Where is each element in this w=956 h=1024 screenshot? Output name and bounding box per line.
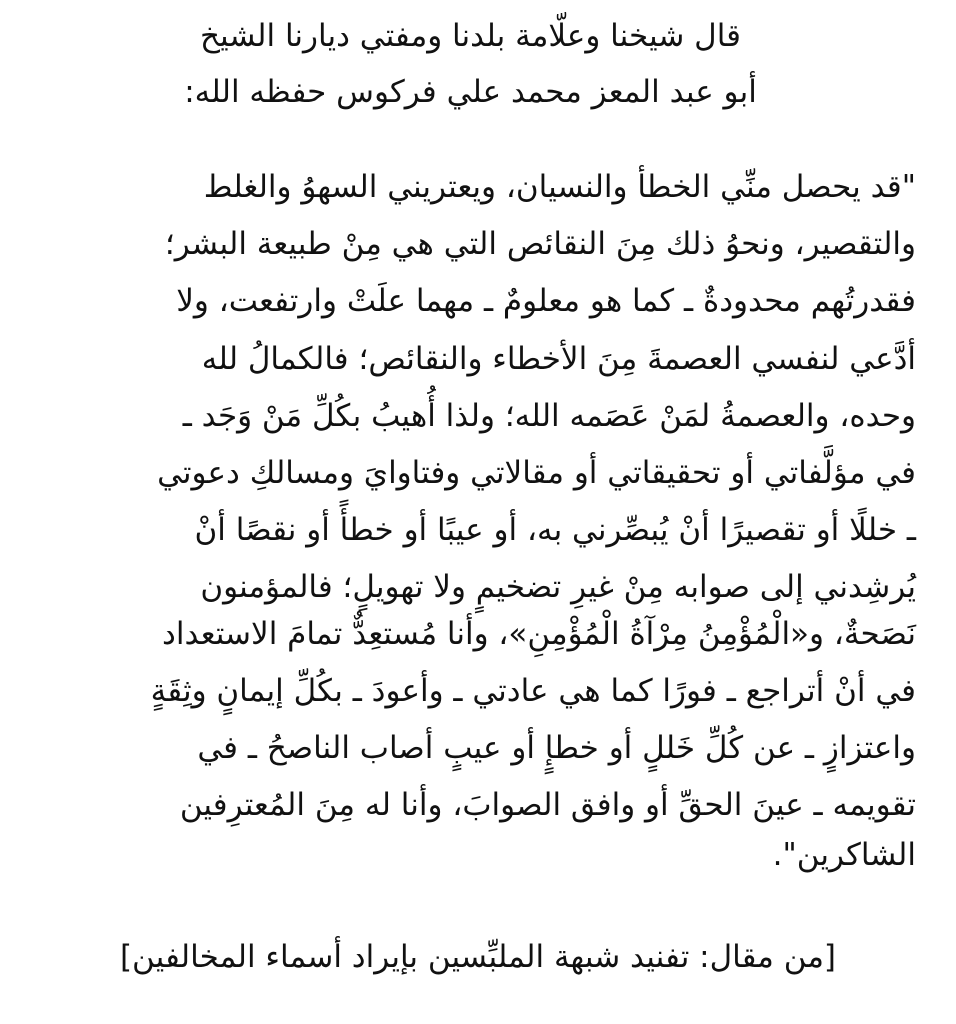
quote-line: في أنْ أتراجع ـ فورًا كما هي عادتي ـ وأعودَ ـ بكُلِّ إيمانٍ وثِقَةٍ: [150, 673, 916, 709]
quote-line: ـ خللًا أو تقصيرًا أنْ يُبصِّرني به، أو عيبًا أو خطأً أو نقصًا أنْ: [194, 512, 916, 548]
quote-line: في مؤلَّفاتي أو تحقيقاتي أو مقالاتي وفتاوايَ ومسالكِ دعوتي: [157, 455, 916, 491]
quote-line: يُرشِدني إلى صوابه مِنْ غيرِ تضخيمٍ ولا تهويلٍ؛ فالمؤمنون: [200, 569, 916, 605]
quote-line: واعتزازٍ ـ عن كُلِّ خَللٍ أو خطإٍ أو عيبٍ أصاب الناصحُ ـ في: [197, 730, 916, 766]
quote-line: فقدرتُهم محدودةٌ ـ كما هو معلومٌ ـ مهما علَتْ وارتفعت، ولا: [176, 283, 916, 319]
source-citation: [من مقال: تفنيد شبهة الملبِّسين بإيراد أسماء المخالفين]: [119, 939, 837, 975]
intro-line-2: أبو عبد المعز محمد علي فركوس حفظه الله:: [184, 74, 757, 110]
quote-line: نَصَحةٌ، و«الْمُؤْمِنُ مِرْآةُ الْمُؤْمِنِ»، وأنا مُستعِدٌّ تمامَ الاستعداد: [162, 616, 916, 652]
quote-line: وحده، والعصمةُ لمَنْ عَصَمه الله؛ ولذا أُهيبُ بكُلِّ مَنْ وَجَد ـ: [182, 398, 916, 434]
quote-line: أدَّعي لنفسي العصمةَ مِنَ الأخطاء والنقائص؛ فالكمالُ لله: [201, 341, 916, 377]
quote-line: تقويمه ـ عينَ الحقِّ أو وافق الصوابَ، وأنا له مِنَ المُعترِفين: [179, 787, 916, 823]
quote-line: الشاكرين".: [772, 837, 916, 873]
intro-line-1: قال شيخنا وعلّامة بلدنا ومفتي ديارنا الشيخ: [200, 18, 741, 54]
quote-line: "قد يحصل منِّي الخطأ والنسيان، ويعتريني السهوُ والغلط: [203, 169, 916, 205]
quote-line: والتقصير، ونحوُ ذلك مِنَ النقائص التي هي مِنْ طبيعة البشر؛: [164, 226, 916, 262]
